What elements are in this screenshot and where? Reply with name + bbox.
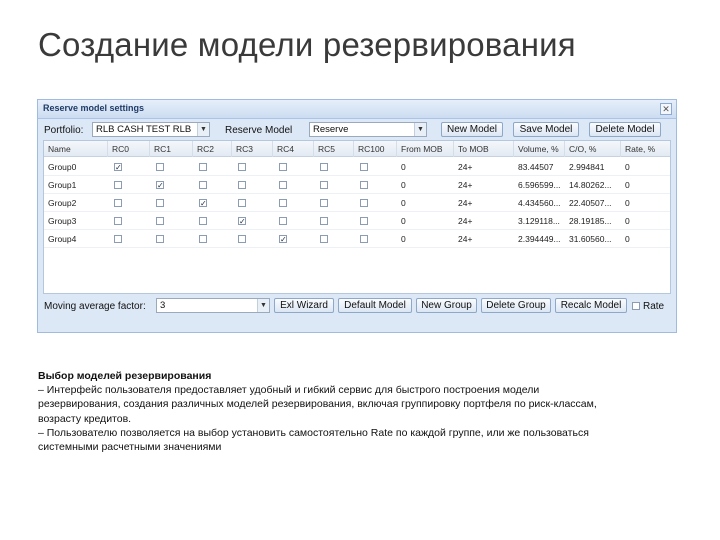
from-mob-cell: 0	[401, 162, 406, 172]
portfolio-select[interactable]	[92, 122, 210, 137]
from-mob-cell: 0	[401, 234, 406, 244]
reserve-model-label: Reserve Model	[225, 125, 293, 136]
rc100-checkbox[interactable]	[360, 181, 368, 189]
rc3-checkbox[interactable]	[238, 163, 246, 171]
rate-cell: 0	[625, 162, 630, 172]
excel-wizard-button[interactable]: Exl Wizard	[274, 298, 334, 313]
rc2-checkbox[interactable]	[199, 235, 207, 243]
chevron-down-icon[interactable]: ▼	[414, 123, 426, 136]
new-group-button[interactable]: New Group	[416, 298, 477, 313]
portfolio-label: Portfolio:	[44, 125, 84, 136]
rate-cell: 0	[625, 180, 630, 190]
column-header[interactable]: RC100	[354, 141, 397, 157]
from-mob-cell: 0	[401, 216, 406, 226]
rate-cell: 0	[625, 234, 630, 244]
co-cell: 31.60560...	[569, 234, 612, 244]
group-name-cell: Group0	[48, 162, 77, 172]
rc1-checkbox[interactable]	[156, 217, 164, 225]
group-name-cell: Group3	[48, 216, 77, 226]
window-titlebar	[38, 100, 676, 119]
group-name-cell: Group1	[48, 180, 77, 190]
top-toolbar	[38, 120, 676, 140]
table-row[interactable]	[44, 158, 670, 176]
rc4-checkbox[interactable]	[279, 199, 287, 207]
default-model-button[interactable]: Default Model	[338, 298, 412, 313]
column-header[interactable]: To MOB	[454, 141, 514, 157]
table-row[interactable]	[44, 212, 670, 230]
rc4-checkbox[interactable]: ✓	[280, 235, 287, 244]
slide-title: Создание модели резервирования	[38, 26, 576, 63]
description-line: системными расчетными значениями	[38, 441, 222, 454]
column-header[interactable]: Volume, %	[514, 141, 565, 157]
rc2-checkbox[interactable]	[199, 163, 207, 171]
column-header[interactable]: RC2	[193, 141, 232, 157]
rc4-checkbox[interactable]	[279, 163, 287, 171]
to-mob-cell: 24+	[458, 234, 473, 244]
rc0-checkbox[interactable]	[114, 199, 122, 207]
description-line: резервирования, создания различных моделей резервирования, включая группировку портфеля по риск-классам,	[38, 398, 597, 411]
rc2-checkbox[interactable]	[199, 217, 207, 225]
description-line: – Пользователю позволяется на выбор установить самостоятельно Rate по каждой группе, или же пользоваться	[38, 426, 589, 439]
column-header[interactable]: From MOB	[397, 141, 454, 157]
save-model-button[interactable]: Save Model	[513, 122, 579, 137]
from-mob-cell: 0	[401, 198, 406, 208]
rc3-checkbox[interactable]	[238, 235, 246, 243]
rc100-checkbox[interactable]	[360, 163, 368, 171]
description-block	[38, 369, 688, 454]
rc0-checkbox[interactable]	[114, 217, 122, 225]
column-header[interactable]: Rate, %	[621, 141, 671, 157]
rc100-checkbox[interactable]	[360, 217, 368, 225]
rc2-checkbox[interactable]	[199, 181, 207, 189]
rc5-checkbox[interactable]	[320, 217, 328, 225]
chevron-down-icon[interactable]: ▼	[197, 123, 209, 136]
rc4-checkbox[interactable]	[279, 217, 287, 225]
rc3-checkbox[interactable]: ✓	[239, 217, 246, 226]
close-icon[interactable]: ✕	[660, 103, 672, 115]
window-title: Reserve model settings	[43, 103, 145, 113]
rc1-checkbox[interactable]	[156, 199, 164, 207]
description-line: – Интерфейс пользователя предоставляет удобный и гибкий сервис для быстрого построения модели	[38, 384, 540, 397]
rc0-checkbox[interactable]	[114, 235, 122, 243]
to-mob-cell: 24+	[458, 216, 473, 226]
column-header[interactable]: RC5	[314, 141, 354, 157]
table-row[interactable]	[44, 230, 670, 248]
bottom-toolbar	[38, 296, 676, 316]
volume-cell: 3.129118...	[518, 216, 560, 226]
rc2-checkbox[interactable]: ✓	[200, 199, 207, 208]
portfolio-value: RLB CASH TEST RLB	[96, 124, 192, 135]
table-row[interactable]	[44, 194, 670, 212]
from-mob-cell: 0	[401, 180, 406, 190]
description-line: возрасту кредитов.	[38, 412, 132, 425]
delete-group-button[interactable]: Delete Group	[481, 298, 551, 313]
description-title: Выбор моделей резервирования	[38, 370, 212, 382]
rate-label: Rate	[643, 301, 665, 312]
co-cell: 28.19185...	[569, 216, 612, 226]
reserve-model-window	[37, 99, 677, 333]
to-mob-cell: 24+	[458, 180, 473, 190]
co-cell: 2.994841	[569, 162, 605, 172]
rc0-checkbox[interactable]: ✓	[115, 163, 122, 172]
groups-grid	[43, 140, 671, 294]
rc100-checkbox[interactable]	[360, 199, 368, 207]
column-header[interactable]: Name	[44, 141, 108, 157]
rc0-checkbox[interactable]	[114, 181, 122, 189]
table-row[interactable]	[44, 176, 670, 194]
rc100-checkbox[interactable]	[360, 235, 368, 243]
moving-average-label: Moving average factor:	[44, 301, 146, 312]
column-header[interactable]: RC1	[150, 141, 193, 157]
reserve-model-select[interactable]	[309, 122, 427, 137]
rc5-checkbox[interactable]	[320, 199, 328, 207]
to-mob-cell: 24+	[458, 162, 473, 172]
volume-cell: 2.394449...	[518, 234, 561, 244]
rc3-checkbox[interactable]	[238, 199, 246, 207]
column-header[interactable]: RC4	[273, 141, 314, 157]
column-header[interactable]: RC0	[108, 141, 150, 157]
group-name-cell: Group4	[48, 234, 77, 244]
rate-checkbox[interactable]	[632, 302, 640, 310]
rc4-checkbox[interactable]	[279, 181, 287, 189]
chevron-down-icon[interactable]: ▼	[257, 299, 269, 312]
new-model-button[interactable]: New Model	[441, 122, 503, 137]
rc5-checkbox[interactable]	[320, 163, 328, 171]
group-name-cell: Group2	[48, 198, 77, 208]
rc1-checkbox[interactable]	[156, 235, 164, 243]
moving-average-value: 3	[160, 300, 166, 311]
volume-cell: 83.44507	[518, 162, 554, 172]
rate-cell: 0	[625, 198, 630, 208]
rc1-checkbox[interactable]: ✓	[157, 181, 164, 190]
volume-cell: 4.434560...	[518, 198, 561, 208]
co-cell: 14.80262...	[569, 180, 612, 190]
rc3-checkbox[interactable]	[238, 181, 246, 189]
reserve-model-value: Reserve	[313, 124, 349, 135]
rc1-checkbox[interactable]	[156, 163, 164, 171]
rc5-checkbox[interactable]	[320, 235, 328, 243]
co-cell: 22.40507...	[569, 198, 612, 208]
grid-header	[44, 141, 670, 157]
column-header[interactable]: RC3	[232, 141, 273, 157]
to-mob-cell: 24+	[458, 198, 473, 208]
delete-model-button[interactable]: Delete Model	[589, 122, 661, 137]
rc5-checkbox[interactable]	[320, 181, 328, 189]
column-header[interactable]: C/O, %	[565, 141, 621, 157]
moving-average-select[interactable]	[156, 298, 270, 313]
rate-cell: 0	[625, 216, 630, 226]
recalc-model-button[interactable]: Recalc Model	[555, 298, 627, 313]
volume-cell: 6.596599...	[518, 180, 561, 190]
